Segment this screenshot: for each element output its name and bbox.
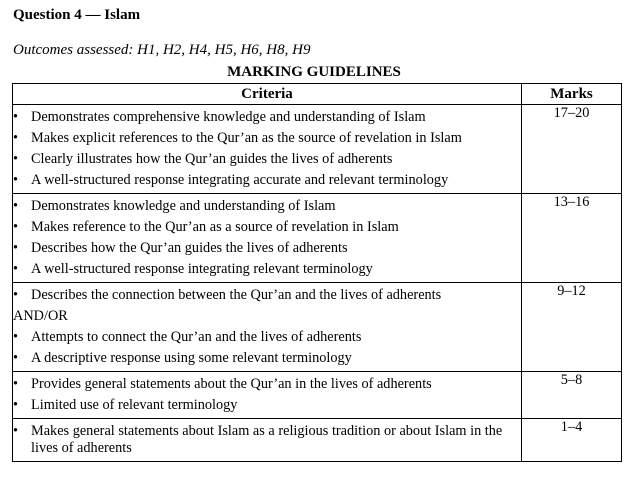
table-row xyxy=(13,105,622,194)
bullet-icon: • xyxy=(13,219,19,235)
criteria-text: Limited use of relevant terminology xyxy=(31,397,238,413)
criteria-text: Clearly illustrates how the Qur’an guides the lives of adherents xyxy=(31,151,393,167)
table-row xyxy=(13,283,622,372)
and-or-connector: AND/OR xyxy=(13,308,68,324)
bullet-icon: • xyxy=(13,287,19,303)
criteria-item xyxy=(13,397,521,414)
marks-cell: 5–8 xyxy=(522,372,622,419)
criteria-item xyxy=(13,151,521,168)
criteria-item xyxy=(13,172,521,189)
question-title: Question 4 — Islam xyxy=(13,7,141,23)
criteria-item xyxy=(13,423,521,457)
criteria-cell xyxy=(13,419,522,462)
criteria-cell xyxy=(13,194,522,283)
bullet-icon: • xyxy=(13,172,19,188)
marking-guidelines-table xyxy=(12,83,622,462)
outcomes-assessed: Outcomes assessed: H1, H2, H4, H5, H6, H8, H9 xyxy=(13,42,311,58)
criteria-cell xyxy=(13,105,522,194)
criteria-header: Criteria xyxy=(13,84,522,105)
criteria-item xyxy=(13,198,521,215)
bullet-icon: • xyxy=(13,151,19,167)
criteria-text: A well-structured response integrating relevant terminology xyxy=(31,261,373,277)
bullet-icon: • xyxy=(13,130,19,146)
criteria-item xyxy=(13,219,521,236)
bullet-icon: • xyxy=(13,350,19,366)
table-row xyxy=(13,194,622,283)
criteria-text: Makes explicit references to the Qur’an as the source of revelation in Islam xyxy=(31,130,462,146)
bullet-icon: • xyxy=(13,376,19,392)
marks-cell: 9–12 xyxy=(522,283,622,372)
table-row xyxy=(13,419,622,462)
criteria-cell xyxy=(13,372,522,419)
bullet-icon: • xyxy=(13,261,19,277)
bullet-icon: • xyxy=(13,198,19,214)
criteria-text: Describes the connection between the Qur’an and the lives of adherents xyxy=(31,287,442,303)
criteria-item xyxy=(13,130,521,147)
criteria-item xyxy=(13,261,521,278)
criteria-text: A descriptive response using some relevant terminology xyxy=(31,350,352,366)
criteria-text: Makes reference to the Qur’an as a source of revelation in Islam xyxy=(31,219,399,235)
criteria-text: Provides general statements about the Qur’an in the lives of adherents xyxy=(31,376,432,392)
marking-guidelines-title: MARKING GUIDELINES xyxy=(227,64,401,80)
criteria-item xyxy=(13,350,521,367)
criteria-cell xyxy=(13,283,522,372)
bullet-icon: • xyxy=(13,109,19,125)
criteria-text: Demonstrates knowledge and understanding of Islam xyxy=(31,198,336,214)
marks-cell: 13–16 xyxy=(522,194,622,283)
criteria-item xyxy=(13,329,521,346)
bullet-icon: • xyxy=(13,329,19,345)
marks-cell: 1–4 xyxy=(522,419,622,462)
table-header-row xyxy=(13,84,622,105)
marks-cell: 17–20 xyxy=(522,105,622,194)
criteria-item xyxy=(13,240,521,257)
criteria-item xyxy=(13,109,521,126)
criteria-item xyxy=(13,287,521,304)
criteria-text: A well-structured response integrating accurate and relevant terminology xyxy=(31,172,449,188)
criteria-text: Makes general statements about Islam as a religious tradition or about Islam in the lives of adherents xyxy=(31,423,503,456)
criteria-text: Attempts to connect the Qur’an and the lives of adherents xyxy=(31,329,362,345)
criteria-text: Describes how the Qur’an guides the lives of adherents xyxy=(31,240,348,256)
table-row xyxy=(13,372,622,419)
bullet-icon: • xyxy=(13,423,19,439)
marks-header: Marks xyxy=(522,84,622,105)
bullet-icon: • xyxy=(13,240,19,256)
criteria-text: Demonstrates comprehensive knowledge and understanding of Islam xyxy=(31,109,426,125)
criteria-item xyxy=(13,376,521,393)
bullet-icon: • xyxy=(13,397,19,413)
